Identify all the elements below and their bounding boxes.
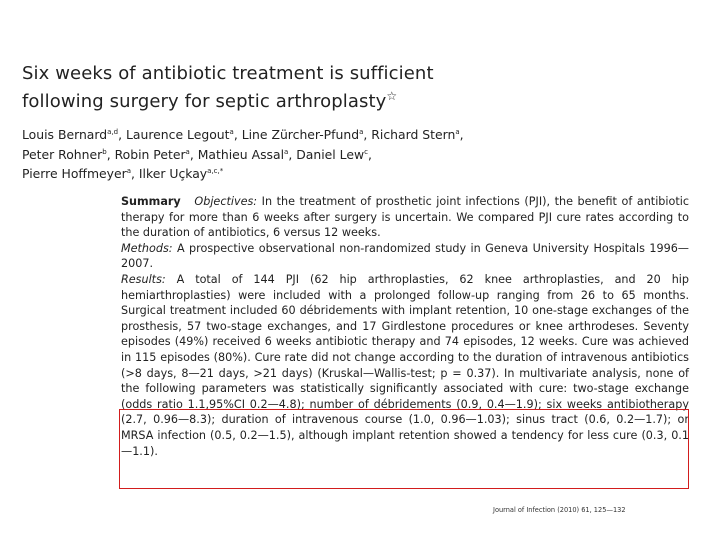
journal-citation: Journal of Infection (2010) 61, 125—132 — [493, 506, 626, 514]
author-name: Richard Stern — [371, 127, 456, 142]
author-affiliation: a,c,* — [207, 167, 224, 175]
author-separator: , — [189, 146, 198, 162]
author-name: Ilker Uçkay — [138, 166, 208, 181]
title-footnote-star-icon: ☆ — [386, 89, 398, 103]
author-separator: , — [363, 127, 372, 142]
author-separator: , — [367, 146, 372, 162]
author-separator: , — [233, 127, 242, 142]
author-name: Louis Bernard — [22, 127, 108, 142]
author-affiliation: a — [229, 128, 234, 136]
author-name: Pierre Hoffmeyer — [22, 166, 127, 181]
author-name: Mathieu Assal — [197, 146, 285, 162]
author-affiliation: a — [126, 167, 131, 175]
author-name: Line Zürcher-Pfund — [241, 127, 360, 142]
author-line-1 — [22, 124, 712, 144]
results-text: A total of 144 PJI (62 hip arthroplasties, 62 knee arthroplasties, and 20 hip hemiarthroplasties) were included with a prolonged follow-up ranging from 26 to 65 months. Surgical treatment included 60 débridements with implant retention, 10 one-stage exchanges of the prosthesis, 57 two-stage exchanges, and 17 Girdlestone procedures or knee arthrodeses. Seventy episodes (49%) received 6 weeks antibiotic therapy and 74 episodes, 12 weeks. Cure was achieved in 115 episodes (80%). Cure rate did not change according to the duration of intravenous antibiotics (>8 days, 8—21 days, >21 days) (Kruskal—Wallis-test; p = 0.37). In multivariate analysis, none of the following parameters was statistically significantly associated with cure: two-stage exchange (odds ratio 1.1,95%CI 0.2—4.8); number of débridements (0.9, 0.4—1.9); six weeks antibiotherapy (2.7, 0.96—8.3); duration of intravenous course (1.0, 0.96—1.03); sinus tract (0.6, 0.2—1.7); or MRSA infection (0.5, 0.2—1.5), although implant retention showed a tendency for less cure (0.3, 0.1—1.1). — [121, 272, 690, 458]
title-line-2 — [22, 85, 712, 113]
author-separator: , — [106, 146, 115, 162]
methods-text: A prospective observational non-randomized study in Geneva University Hospitals 1996—2007. — [121, 241, 689, 271]
highlight-box — [119, 409, 689, 489]
author-list — [22, 124, 712, 183]
author-name: Robin Peter — [114, 146, 186, 162]
objectives-text: In the treatment of prosthetic joint infections (PJI), the benefit of antibiotic therapy for more than 6 weeks after surgery is uncertain. We compared PJI cure rates according to the duration of antibiotics, 6 versus 12 weeks. — [121, 195, 689, 240]
author-separator: , — [118, 127, 127, 142]
author-affiliation: a,d — [107, 128, 119, 136]
methods-paragraph — [121, 241, 689, 272]
author-affiliation: b — [102, 147, 107, 156]
methods-label: Methods: — [121, 241, 173, 255]
author-line-2 — [22, 144, 712, 164]
title-line-2-text: following surgery for septic arthroplasty — [22, 91, 387, 112]
author-affiliation: a — [185, 147, 190, 156]
objectives-paragraph — [121, 194, 689, 241]
results-label: Results: — [121, 272, 166, 286]
author-separator: , — [459, 127, 464, 142]
author-name: Peter Rohner — [22, 146, 103, 162]
title-line-1: Six weeks of antibiotic treatment is sufficient — [22, 63, 434, 84]
summary-heading: Summary — [121, 195, 181, 208]
author-affiliation: c — [364, 147, 368, 156]
author-name: Daniel Lew — [296, 146, 365, 162]
paper-title — [22, 63, 712, 113]
author-affiliation: a — [359, 128, 364, 136]
author-separator: , — [288, 146, 297, 162]
author-separator: , — [131, 166, 139, 181]
author-affiliation: a — [284, 147, 289, 156]
objectives-label: Objectives: — [194, 195, 258, 208]
author-line-3 — [22, 163, 712, 183]
author-name: Laurence Legout — [126, 127, 230, 142]
author-affiliation: a — [455, 128, 460, 136]
